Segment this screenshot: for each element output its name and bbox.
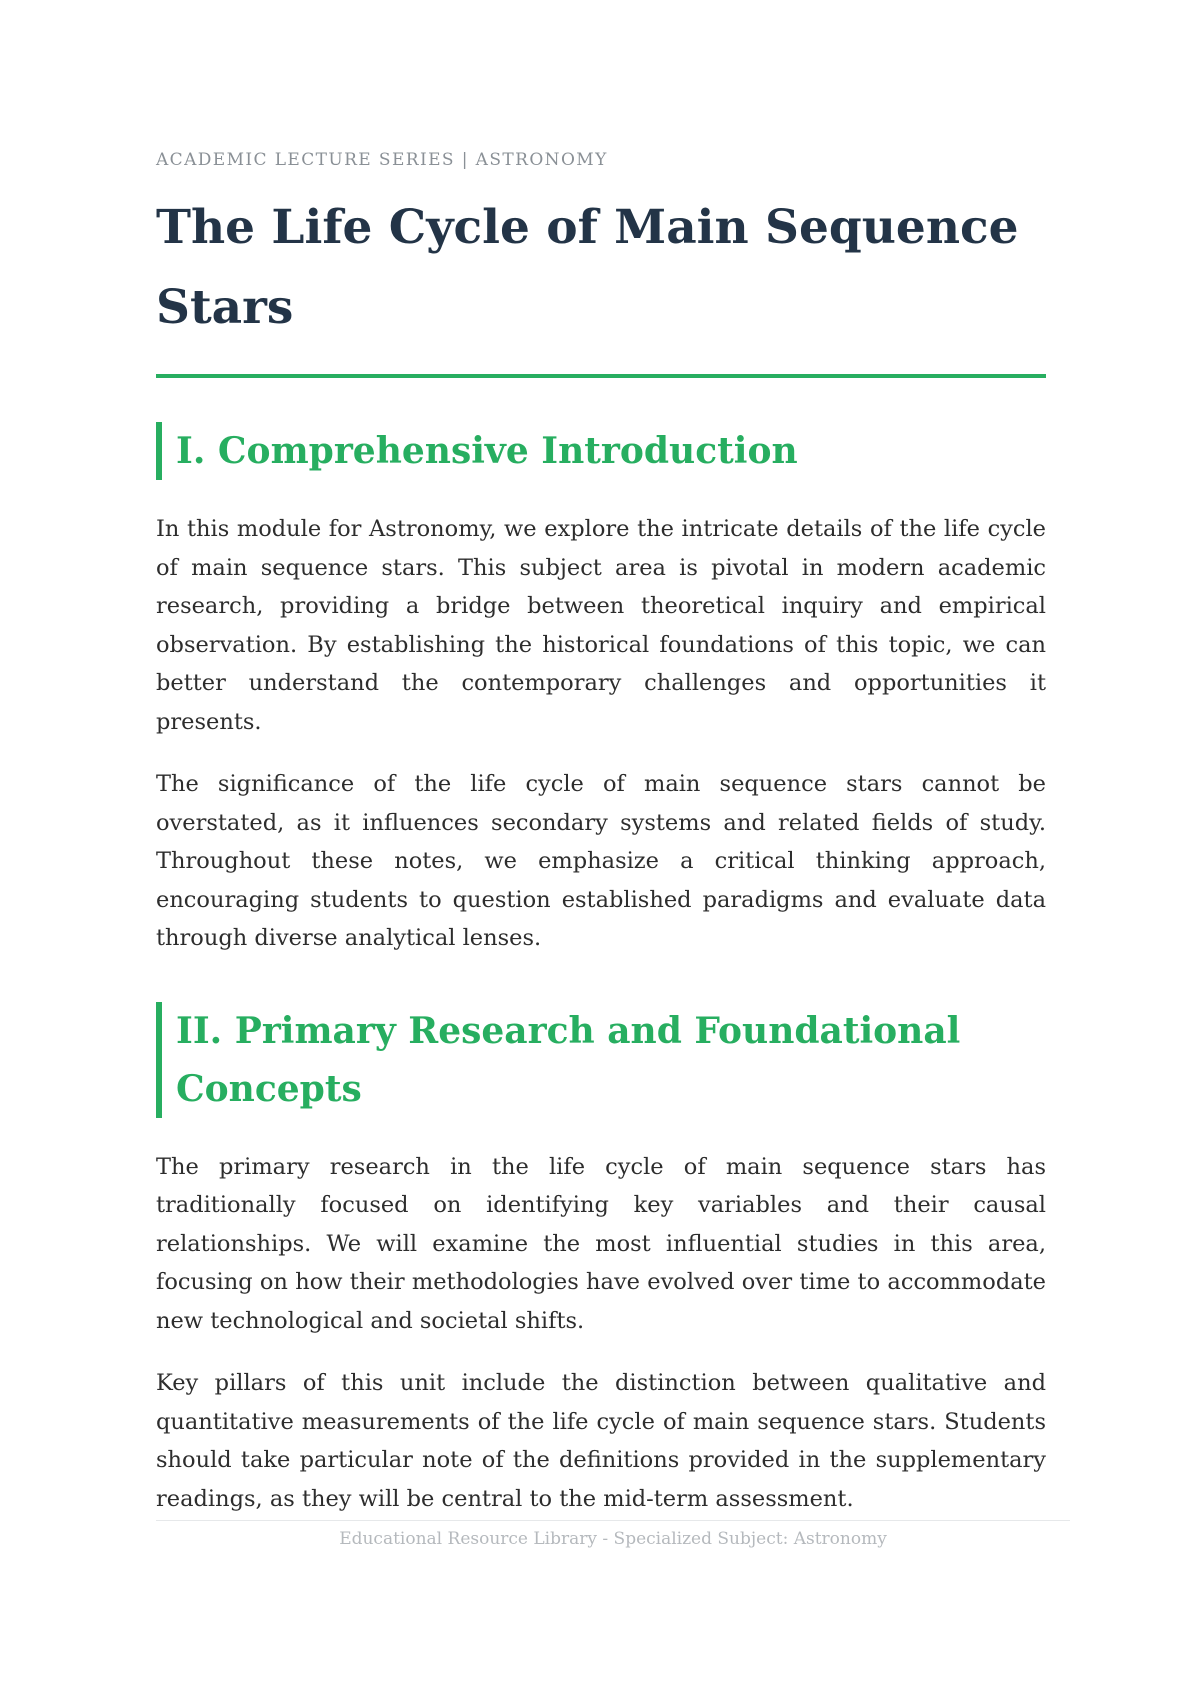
title-divider: [156, 374, 1046, 378]
series-kicker: ACADEMIC LECTURE SERIES | ASTRONOMY: [156, 150, 608, 170]
document-page: [156, 150, 1046, 1518]
document-title: The Life Cycle of Main Sequence Stars: [156, 200, 1019, 335]
section-heading-primary-research: II. Primary Research and Foundational Concepts: [156, 1002, 1046, 1118]
paragraph: The primary research in the life cycle of main sequence stars has traditionally focused on identifying key variables and their causal relationships. We will examine the most influential studies in this area, focusing on how their methodologies have evolved over time to accommodate new technological and societal shifts.: [156, 1153, 1046, 1334]
section-heading-introduction: I. Comprehensive Introduction: [156, 422, 1046, 480]
paragraph: Key pillars of this unit include the distinction between qualitative and quantitative measurements of the life cycle of main sequence stars. Students should take particular note of the definitions provided in the supplementary readings, as they will be central to the mid-term assessment.: [156, 1370, 1046, 1512]
page-footer: Educational Resource Library - Specialized Subject: Astronomy: [156, 1520, 1070, 1549]
paragraph: In this module for Astronomy, we explore the intricate details of the life cycle of main sequence stars. This subject area is pivotal in modern academic research, providing a bridge between theoretical inquiry and empirical observation. By establishing the historical foundations of this topic, we can better understand the contemporary challenges and opportunities it presents.: [156, 516, 1046, 735]
paragraph: The significance of the life cycle of main sequence stars cannot be overstated, as it influences secondary systems and related fields of study. Throughout these notes, we emphasize a critical thinking approach, encouraging students to question established paradigms and evaluate data through diverse analytical lenses.: [156, 771, 1046, 951]
